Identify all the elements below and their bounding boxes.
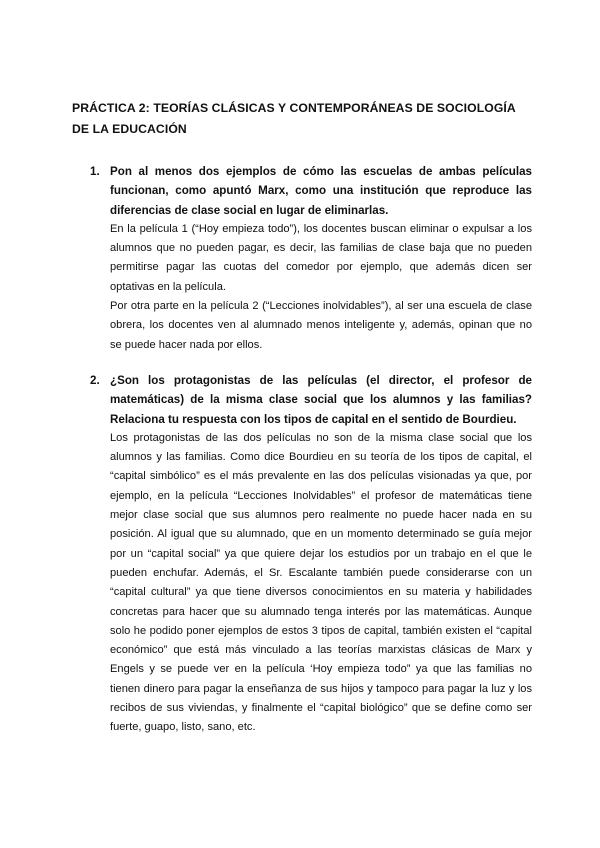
answer-line: fuerte, guapo, listo, sano, etc. — [110, 721, 256, 734]
question-line: funcionan, como apuntó Marx, como una institución que reproduce las — [110, 184, 532, 198]
question-heading — [92, 371, 532, 429]
question-heading — [92, 162, 532, 220]
answer-line: concretas para hacer que su alumnado tenga interés por las matemáticas. Aunque — [110, 605, 532, 618]
question-number: 2. — [90, 374, 100, 387]
answer-line: pueden enchufar. Además, el Sr. Escalante también puede considerarse con un — [110, 566, 532, 579]
answer-paragraph — [110, 297, 532, 355]
answer-line: “capital simbólico” es el más prevalente en las dos películas visionadas ya que, por — [110, 470, 532, 483]
question-line: matemáticas) de la misma clase social que los alumnos y las familias? — [110, 393, 532, 407]
answer-line: permitirse pagar las cuotas del comedor por ejemplo, que además dicen ser — [110, 261, 532, 274]
answer-line: posición. Al igual que su alumnado, que en un momento determinado se guía mejor — [110, 528, 532, 541]
answer-paragraph — [110, 429, 532, 738]
question-line: ¿Son los protagonistas de las películas (el director, el profesor de — [110, 374, 532, 387]
answer-line: económico” que está más vinculado a las teorías marxistas clásicas de Marx y — [110, 644, 532, 657]
question-2 — [92, 371, 532, 738]
answer-line: mejor clase social que sus alumnos pero realmente no puede hacer nada en su — [110, 509, 532, 522]
answer-line: ejemplo, en la película “Lecciones Inolvidables” el profesor de matemáticas tiene — [110, 489, 532, 502]
question-1 — [92, 162, 532, 355]
title-line: DE LA EDUCACIÓN — [72, 122, 187, 136]
answer — [110, 429, 532, 738]
answer-line: se puede hacer nada por ellos. — [110, 338, 263, 351]
question-line: Pon al menos dos ejemplos de cómo las escuelas de ambas películas — [110, 165, 532, 178]
question-number: 1. — [90, 165, 100, 178]
answer-line: solo he podido poner ejemplos de estos 3 tipos de capital, también existen el “capital — [110, 624, 532, 637]
answer-line: por un “capital social” ya que quiere dejar los estudios por un trabajo en el que le — [110, 547, 532, 560]
answer-paragraph — [110, 220, 532, 297]
answer-line: Engels y se puede ver en la película ‘Hoy empieza todo” ya que las familias no — [110, 663, 532, 676]
question-line: diferencias de clase social en lugar de eliminarlas. — [110, 203, 389, 217]
answer-line: Por otra parte en la película 2 (“Lecciones inolvidables”), al ser una escuela de clase — [110, 300, 532, 313]
answer-line: alumnos y las familias. Como dice Bourdieu en su teoría de los tipos de capital, el — [110, 451, 532, 464]
title-line: PRÁCTICA 2: TEORÍAS CLÁSICAS Y CONTEMPORÁNEAS DE SOCIOLOGÍA — [72, 101, 516, 115]
answer-line: alumnos que no pueden pagar, es decir, las familias de clase baja que no pueden — [110, 242, 532, 255]
answer-line: tienen dinero para pagar la enseñanza de sus hijos y tampoco para pagar la luz y los — [110, 682, 532, 695]
answer-line: obrera, los docentes ven al alumnado menos inteligente y, además, opinan que no — [110, 319, 532, 332]
question-text — [110, 162, 532, 220]
answer-line: optativas en la película. — [110, 280, 226, 293]
answer-line: recibos de sus viviendas, y finalmente el “capital biológico” que se define como ser — [110, 702, 532, 715]
answer-line: Los protagonistas de las dos películas no son de la misma clase social que los — [110, 431, 532, 444]
answer-line: En la película 1 (“Hoy empieza todo”), los docentes buscan eliminar o expulsar a los — [110, 222, 532, 235]
document-title — [72, 98, 542, 140]
answer — [110, 220, 532, 355]
answer-line: “capital cultural” ya que tiene diversos conocimientos en su materia y habilidades — [110, 586, 532, 599]
question-line: Relaciona tu respuesta con los tipos de capital en el sentido de Bourdieu. — [110, 412, 517, 426]
question-text — [110, 371, 532, 429]
